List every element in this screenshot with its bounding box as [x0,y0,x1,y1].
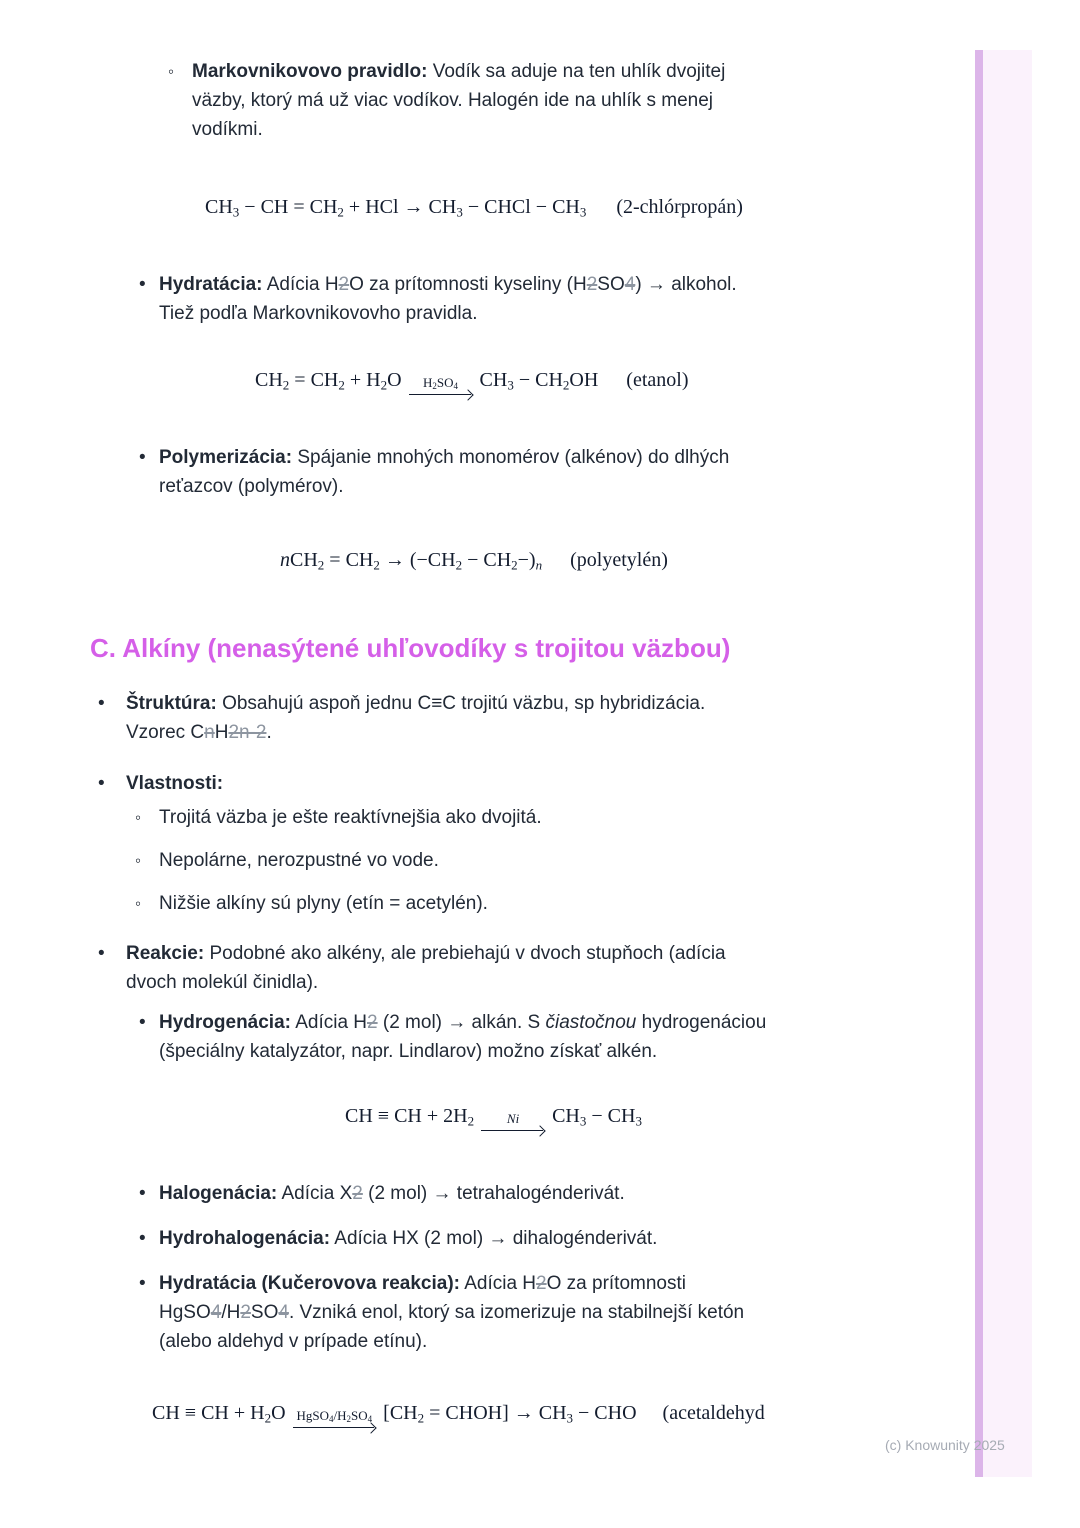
struck-text: 2 [367,1012,378,1033]
bullet-icon: ◦ [135,894,142,913]
footer-credit: (c) Knowunity 2025 [885,1437,1005,1453]
list-item [0,889,900,918]
list-item-text: Trojitá väzba je ešte reaktívnejšia ako dvojitá. [159,807,542,828]
margin-highlight-line [975,50,983,1477]
list-item-text: Markovnikovovo pravidlo: Vodík sa aduje na ten uhlík dvojitej väzby, ktorý má už viac vodíkov. Halogén ide na uhlík s menej vodíkmi. [192,61,726,140]
list-item-text: Hydratácia (Kučerovova reakcia): Adícia H2O za prítomnosti HgSO4/H2SO4. Vzniká enol, ktorý sa izomerizuje na stabilnejší ketón (alebo aldehyd v prípade etínu). [159,1273,745,1352]
struck-text: 2 [338,274,350,295]
list-item [0,769,900,798]
chemical-equation: $nCH_2 = CH_2 \to (-CH_2 - CH_2-)_n$ (polyetylén) [280,549,668,573]
struck-text: 4 [278,1302,289,1323]
struck-text: 2 [352,1183,363,1204]
bullet-icon: • [98,943,105,964]
list-item [0,846,900,875]
list-item-text: Nepolárne, nerozpustné vo vode. [159,850,439,871]
bullet-icon: • [139,1273,146,1294]
section-heading: C. Alkíny (nenasýtené uhľovodíky s trojitou väzbou) [90,633,731,663]
bullet-icon: • [139,1012,146,1033]
bullet-icon: ◦ [168,62,175,81]
reaction-arrow-icon [481,1112,545,1136]
list-item [0,443,900,501]
list-item-text: Polymerizácia: Spájanie mnohých monomérov (alkénov) do dlhých reťazcov (polymérov). [159,447,730,497]
list-item [0,270,900,328]
document-body [0,57,900,1433]
bullet-icon: • [98,693,105,714]
struck-text: 2 [240,1302,251,1323]
bullet-icon: • [139,1228,146,1249]
struck-text: 2 [536,1273,547,1294]
list-item [0,689,900,747]
list-item [0,1008,900,1066]
bullet-icon: • [98,773,105,794]
list-item [0,57,900,144]
list-item-text: Reakcie: Podobné ako alkény, ale prebiehajú v dvoch stupňoch (adícia dvoch molekúl činidla). [126,943,726,993]
list-item-text: Halogenácia: Adícia X2 (2 mol) → tetrahalogénderivát. [159,1183,625,1204]
list-item [0,939,900,997]
list-item [0,1224,900,1253]
reaction-arrow-label: $HgSO_4/H_2SO_4$ [296,1408,373,1424]
struck-text: 2 [586,274,598,295]
reaction-arrow-icon [293,1409,377,1433]
list-item [0,803,900,832]
list-item-text: Vlastnosti: [126,773,224,794]
struck-text: 2n-2 [228,722,267,743]
chemical-equation: $CH_2 = CH_2 + H_2O$ $H_2SO_4$ $CH_3 - CH_2OH$ (etanol) [0,365,900,400]
reaction-arrow-label: $H_2SO_4$ [423,375,459,391]
list-item [0,1179,900,1208]
list-item-text: Nižšie alkíny sú plyny (etín = acetylén). [159,893,488,914]
bullet-icon: • [139,1183,146,1204]
reaction-arrow-icon [409,376,473,400]
chemical-equation: CH ≡ CH + $H_2O$ $HgSO_4/H_2SO_4$ [$CH_2$ = CHOH] → $CH_3$ − CHO (acetaldehyd [0,1398,900,1433]
chemical-equation: $CH_3$ − CH = $CH_2$ + HCl → $CH_3$ − CHCl − $CH_3$ (2-chlórpropán) [205,196,743,220]
list-item-text: Hydrogenácia: Adícia H2 (2 mol) → alkán. S čiastočnou hydrogenáciou (špeciálny katalyzátor, napr. Lindlarov) možno získať alkén. [159,1012,767,1062]
bullet-icon: ◦ [135,808,142,827]
struck-text: 4 [210,1302,222,1323]
bullet-icon: • [139,274,146,295]
list-item-text: Hydrohalogenácia: Adícia HX (2 mol) → dihalogénderivát. [159,1228,658,1249]
struck-text: 4 [624,274,636,295]
bullet-icon: ◦ [135,851,142,870]
chemical-equation: CH ≡ CH + $2H_2$ Ni $CH_3 - CH_3$ [0,1101,900,1136]
struck-text: n [204,722,215,743]
list-item [0,1269,900,1356]
reaction-arrow-label: Ni [506,1111,520,1126]
bullet-icon: • [139,447,146,468]
list-item-text: Štruktúra: Obsahujú aspoň jednu C≡C trojitú väzbu, sp hybridizácia. Vzorec CnH2n-2. [126,693,706,743]
list-item-text: Hydratácia: Adícia H2O za prítomnosti kyseliny (H2SO4) → alkohol. Tiež podľa Markovnikovovho pravidla. [159,274,737,324]
margin-highlight-fill [983,50,1032,1477]
